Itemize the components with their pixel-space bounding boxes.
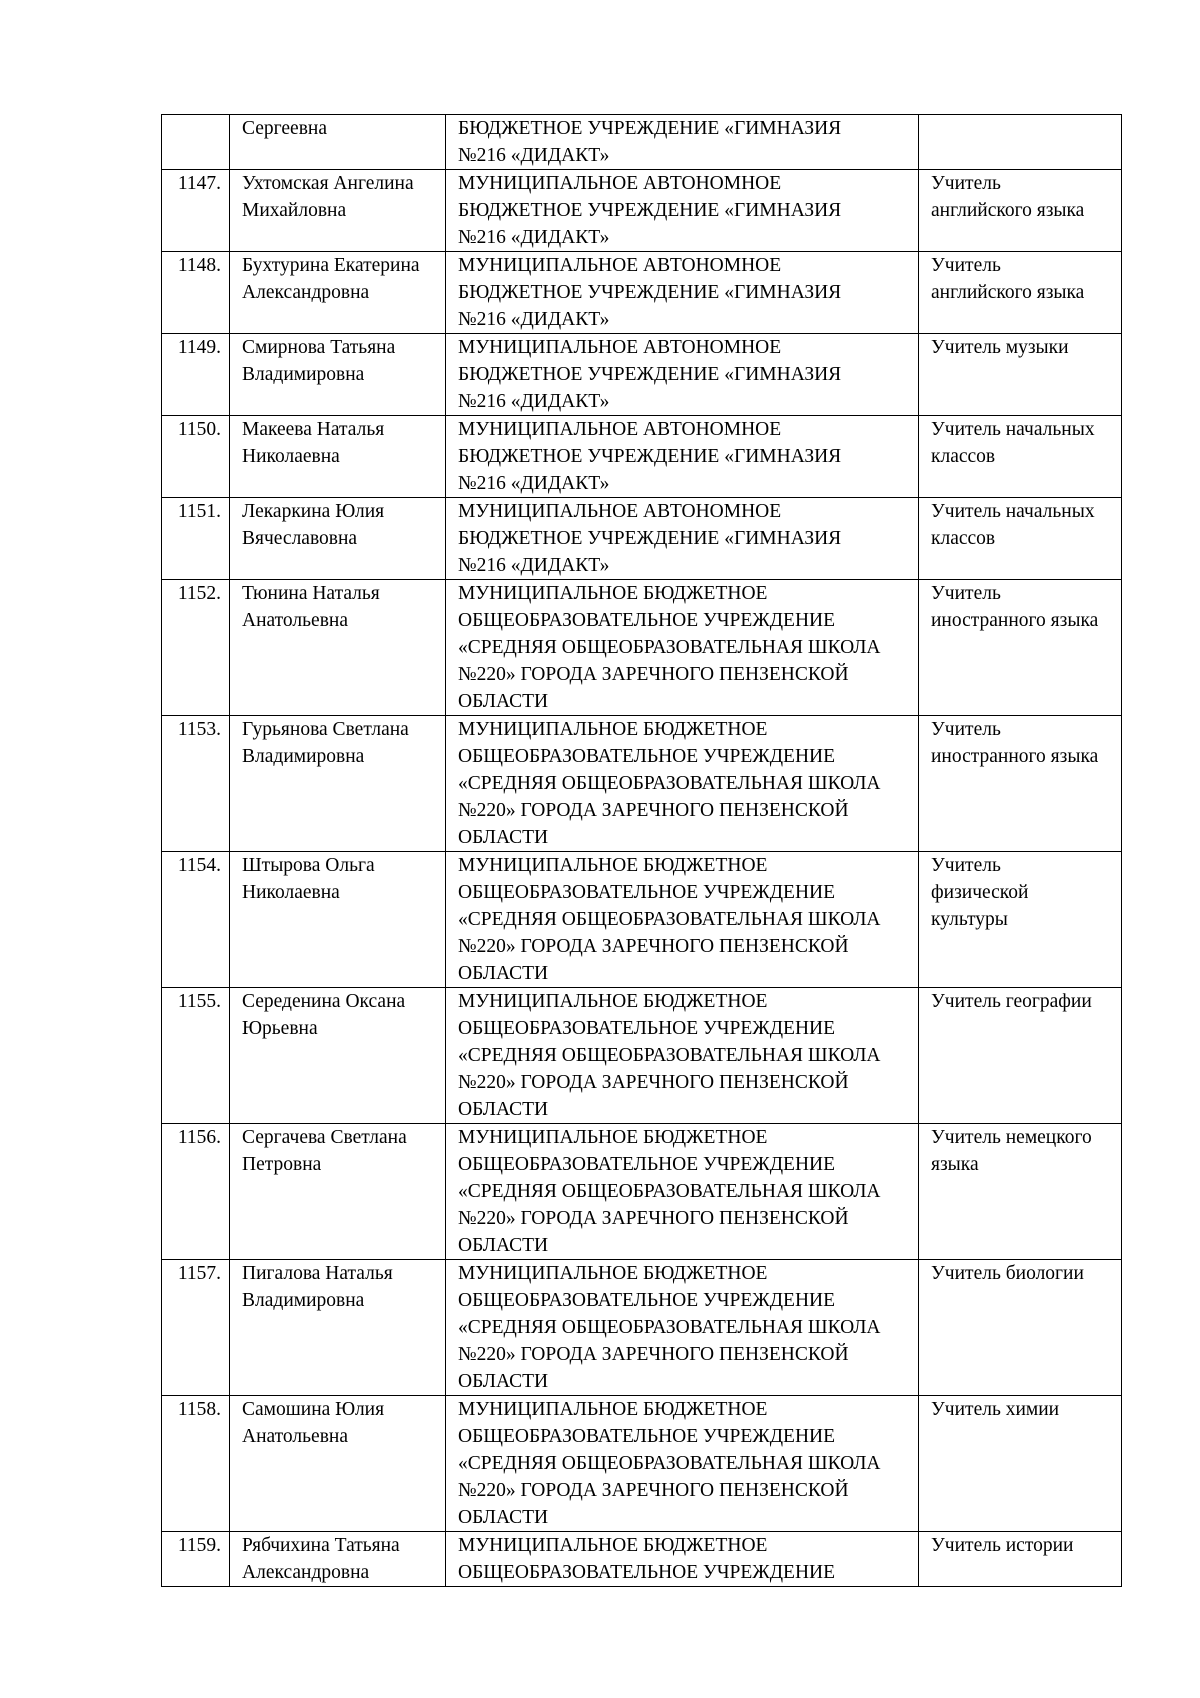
position-cell — [919, 1396, 1122, 1532]
row-number-cell — [162, 170, 230, 252]
row-number: 1149. — [177, 337, 221, 358]
organization-line: МУНИЦИПАЛЬНОЕ АВТОНОМНОЕ — [458, 501, 782, 522]
position-line: Учитель немецкого — [931, 1127, 1092, 1148]
organization-line: ОБЩЕОБРАЗОВАТЕЛЬНОЕ УЧРЕЖДЕНИЕ — [458, 1426, 836, 1447]
row-number-cell — [162, 852, 230, 988]
row-number: 1155. — [177, 991, 221, 1012]
row-number-cell — [162, 1532, 230, 1587]
row-number-cell — [162, 416, 230, 498]
organization-line: ОБЛАСТИ — [458, 1371, 549, 1392]
table-row — [162, 1396, 1122, 1532]
organization-line: МУНИЦИПАЛЬНОЕ АВТОНОМНОЕ — [458, 419, 782, 440]
row-number — [166, 115, 221, 142]
full-name-line: Николаевна — [242, 446, 340, 467]
position-cell — [919, 115, 1122, 170]
full-name-line: Петровна — [242, 1154, 322, 1175]
organization-line: №220» ГОРОДА ЗАРЕЧНОГО ПЕНЗЕНСКОЙ — [458, 1480, 849, 1501]
full-name-cell — [230, 1260, 446, 1396]
full-name-line: Анатольевна — [242, 1426, 349, 1447]
organization-line: МУНИЦИПАЛЬНОЕ БЮДЖЕТНОЕ — [458, 1535, 768, 1556]
position-line: Учитель географии — [931, 991, 1092, 1012]
organization-line: ОБЛАСТИ — [458, 963, 549, 984]
organization-line: «СРЕДНЯЯ ОБЩЕОБРАЗОВАТЕЛЬНАЯ ШКОЛА — [458, 1453, 881, 1474]
organization-line: ОБЩЕОБРАЗОВАТЕЛЬНОЕ УЧРЕЖДЕНИЕ — [458, 1154, 836, 1175]
organization-line: МУНИЦИПАЛЬНОЕ АВТОНОМНОЕ — [458, 337, 782, 358]
position-cell — [919, 170, 1122, 252]
table-row — [162, 252, 1122, 334]
row-number-cell — [162, 988, 230, 1124]
position-line: английского языка — [931, 282, 1085, 303]
full-name-line: Владимировна — [242, 1290, 365, 1311]
full-name-cell — [230, 1532, 446, 1587]
full-name-line: Николаевна — [242, 882, 340, 903]
organization-line: БЮДЖЕТНОЕ УЧРЕЖДЕНИЕ «ГИМНАЗИЯ — [458, 118, 842, 139]
organization-line: ОБЩЕОБРАЗОВАТЕЛЬНОЕ УЧРЕЖДЕНИЕ — [458, 610, 836, 631]
organization-line: №220» ГОРОДА ЗАРЕЧНОГО ПЕНЗЕНСКОЙ — [458, 1344, 849, 1365]
full-name-line: Анатольевна — [242, 610, 349, 631]
table-row — [162, 334, 1122, 416]
position-line: иностранного языка — [931, 610, 1099, 631]
organization-line: ОБЩЕОБРАЗОВАТЕЛЬНОЕ УЧРЕЖДЕНИЕ — [458, 746, 836, 767]
organization-cell — [446, 852, 919, 988]
organization-line: МУНИЦИПАЛЬНОЕ БЮДЖЕТНОЕ — [458, 1263, 768, 1284]
organization-cell — [446, 716, 919, 852]
organization-line: ОБЩЕОБРАЗОВАТЕЛЬНОЕ УЧРЕЖДЕНИЕ — [458, 882, 836, 903]
organization-cell — [446, 1532, 919, 1587]
full-name-line: Сергеевна — [242, 118, 327, 139]
full-name-line: Середенина Оксана — [242, 991, 406, 1012]
position-cell — [919, 334, 1122, 416]
full-name-cell — [230, 334, 446, 416]
registry-table — [161, 114, 1122, 1587]
full-name-line: Тюнина Наталья — [242, 583, 380, 604]
full-name-line: Михайловна — [242, 200, 347, 221]
full-name-line: Пигалова Наталья — [242, 1263, 393, 1284]
row-number-cell — [162, 252, 230, 334]
table-row — [162, 580, 1122, 716]
row-number: 1148. — [177, 255, 221, 276]
organization-line: МУНИЦИПАЛЬНОЕ БЮДЖЕТНОЕ — [458, 855, 768, 876]
full-name-cell — [230, 1124, 446, 1260]
row-number-cell — [162, 498, 230, 580]
full-name-cell — [230, 716, 446, 852]
position-line: английского языка — [931, 200, 1085, 221]
full-name-cell — [230, 988, 446, 1124]
organization-cell — [446, 115, 919, 170]
row-number: 1157. — [177, 1263, 221, 1284]
table-row — [162, 852, 1122, 988]
full-name-cell — [230, 580, 446, 716]
position-line: Учитель — [931, 255, 1001, 276]
organization-line: МУНИЦИПАЛЬНОЕ БЮДЖЕТНОЕ — [458, 1399, 768, 1420]
organization-cell — [446, 1124, 919, 1260]
organization-line: МУНИЦИПАЛЬНОЕ БЮДЖЕТНОЕ — [458, 991, 768, 1012]
organization-line: №216 «ДИДАКТ» — [458, 473, 610, 494]
organization-line: МУНИЦИПАЛЬНОЕ БЮДЖЕТНОЕ — [458, 1127, 768, 1148]
row-number-cell — [162, 1396, 230, 1532]
organization-line: «СРЕДНЯЯ ОБЩЕОБРАЗОВАТЕЛЬНАЯ ШКОЛА — [458, 773, 881, 794]
full-name-cell — [230, 498, 446, 580]
position-line: физической — [931, 882, 1029, 903]
organization-cell — [446, 1260, 919, 1396]
row-number: 1158. — [177, 1399, 221, 1420]
organization-line: МУНИЦИПАЛЬНОЕ БЮДЖЕТНОЕ — [458, 719, 768, 740]
position-cell — [919, 498, 1122, 580]
organization-cell — [446, 580, 919, 716]
full-name-line: Макеева Наталья — [242, 419, 385, 440]
full-name-line: Ухтомская Ангелина — [242, 173, 414, 194]
table-row — [162, 1532, 1122, 1587]
position-line: Учитель начальных — [931, 501, 1095, 522]
organization-line: №216 «ДИДАКТ» — [458, 391, 610, 412]
full-name-line: Лекаркина Юлия — [242, 501, 385, 522]
row-number-cell — [162, 115, 230, 170]
organization-line: МУНИЦИПАЛЬНОЕ БЮДЖЕТНОЕ — [458, 583, 768, 604]
position-line: Учитель — [931, 173, 1001, 194]
position-line — [931, 115, 1121, 142]
organization-line: «СРЕДНЯЯ ОБЩЕОБРАЗОВАТЕЛЬНАЯ ШКОЛА — [458, 1045, 881, 1066]
full-name-line: Бухтурина Екатерина — [242, 255, 420, 276]
position-cell — [919, 1124, 1122, 1260]
organization-line: БЮДЖЕТНОЕ УЧРЕЖДЕНИЕ «ГИМНАЗИЯ — [458, 282, 842, 303]
row-number: 1150. — [177, 419, 221, 440]
position-line: Учитель — [931, 719, 1001, 740]
full-name-line: Владимировна — [242, 364, 365, 385]
organization-line: ОБЩЕОБРАЗОВАТЕЛЬНОЕ УЧРЕЖДЕНИЕ — [458, 1562, 836, 1583]
organization-line: №220» ГОРОДА ЗАРЕЧНОГО ПЕНЗЕНСКОЙ — [458, 800, 849, 821]
organization-line: №220» ГОРОДА ЗАРЕЧНОГО ПЕНЗЕНСКОЙ — [458, 936, 849, 957]
full-name-line: Владимировна — [242, 746, 365, 767]
full-name-cell — [230, 416, 446, 498]
organization-line: №216 «ДИДАКТ» — [458, 309, 610, 330]
position-line: классов — [931, 446, 996, 467]
position-line: Учитель химии — [931, 1399, 1060, 1420]
position-line: Учитель — [931, 855, 1001, 876]
position-line: культуры — [931, 909, 1008, 930]
table-row — [162, 498, 1122, 580]
full-name-cell — [230, 115, 446, 170]
full-name-cell — [230, 252, 446, 334]
position-cell — [919, 252, 1122, 334]
position-cell — [919, 716, 1122, 852]
full-name-line: Самошина Юлия — [242, 1399, 385, 1420]
row-number-cell — [162, 1260, 230, 1396]
organization-line: БЮДЖЕТНОЕ УЧРЕЖДЕНИЕ «ГИМНАЗИЯ — [458, 200, 842, 221]
position-line: Учитель истории — [931, 1535, 1074, 1556]
full-name-line: Александровна — [242, 282, 370, 303]
full-name-line: Александровна — [242, 1562, 370, 1583]
row-number-cell — [162, 580, 230, 716]
organization-line: №220» ГОРОДА ЗАРЕЧНОГО ПЕНЗЕНСКОЙ — [458, 1208, 849, 1229]
full-name-line: Рябчихина Татьяна — [242, 1535, 400, 1556]
row-number-cell — [162, 716, 230, 852]
full-name-line: Штырова Ольга — [242, 855, 375, 876]
organization-line: ОБЛАСТИ — [458, 1507, 549, 1528]
row-number: 1159. — [177, 1535, 221, 1556]
row-number: 1151. — [177, 501, 221, 522]
full-name-line: Смирнова Татьяна — [242, 337, 396, 358]
row-number: 1156. — [177, 1127, 221, 1148]
position-line: Учитель начальных — [931, 419, 1095, 440]
organization-line: №220» ГОРОДА ЗАРЕЧНОГО ПЕНЗЕНСКОЙ — [458, 1072, 849, 1093]
organization-line: МУНИЦИПАЛЬНОЕ АВТОНОМНОЕ — [458, 173, 782, 194]
position-line: Учитель биологии — [931, 1263, 1084, 1284]
row-number-cell — [162, 334, 230, 416]
table-row — [162, 1124, 1122, 1260]
table-row — [162, 716, 1122, 852]
organization-cell — [446, 498, 919, 580]
table-row — [162, 1260, 1122, 1396]
row-number: 1147. — [177, 173, 221, 194]
full-name-line: Вячеславовна — [242, 528, 358, 549]
position-cell — [919, 580, 1122, 716]
organization-line: ОБЛАСТИ — [458, 827, 549, 848]
position-line: иностранного языка — [931, 746, 1099, 767]
organization-cell — [446, 252, 919, 334]
organization-cell — [446, 1396, 919, 1532]
organization-line: «СРЕДНЯЯ ОБЩЕОБРАЗОВАТЕЛЬНАЯ ШКОЛА — [458, 909, 881, 930]
organization-line: «СРЕДНЯЯ ОБЩЕОБРАЗОВАТЕЛЬНАЯ ШКОЛА — [458, 637, 881, 658]
organization-line: ОБЛАСТИ — [458, 1235, 549, 1256]
position-cell — [919, 1532, 1122, 1587]
position-cell — [919, 1260, 1122, 1396]
organization-line: №220» ГОРОДА ЗАРЕЧНОГО ПЕНЗЕНСКОЙ — [458, 664, 849, 685]
position-cell — [919, 416, 1122, 498]
organization-cell — [446, 988, 919, 1124]
organization-line: ОБЩЕОБРАЗОВАТЕЛЬНОЕ УЧРЕЖДЕНИЕ — [458, 1290, 836, 1311]
organization-line: БЮДЖЕТНОЕ УЧРЕЖДЕНИЕ «ГИМНАЗИЯ — [458, 446, 842, 467]
registry-table-body — [162, 115, 1122, 1587]
position-line: языка — [931, 1154, 979, 1175]
row-number: 1152. — [177, 583, 221, 604]
position-line: Учитель музыки — [931, 337, 1069, 358]
organization-line: №216 «ДИДАКТ» — [458, 145, 610, 166]
organization-cell — [446, 416, 919, 498]
table-row — [162, 115, 1122, 170]
position-line: Учитель — [931, 583, 1001, 604]
position-cell — [919, 988, 1122, 1124]
table-row — [162, 416, 1122, 498]
full-name-line: Юрьевна — [242, 1018, 318, 1039]
organization-line: №216 «ДИДАКТ» — [458, 555, 610, 576]
organization-cell — [446, 170, 919, 252]
organization-line: ОБЩЕОБРАЗОВАТЕЛЬНОЕ УЧРЕЖДЕНИЕ — [458, 1018, 836, 1039]
organization-line: «СРЕДНЯЯ ОБЩЕОБРАЗОВАТЕЛЬНАЯ ШКОЛА — [458, 1317, 881, 1338]
full-name-cell — [230, 852, 446, 988]
organization-line: БЮДЖЕТНОЕ УЧРЕЖДЕНИЕ «ГИМНАЗИЯ — [458, 528, 842, 549]
position-line: классов — [931, 528, 996, 549]
organization-cell — [446, 334, 919, 416]
row-number: 1153. — [177, 719, 221, 740]
row-number: 1154. — [177, 855, 221, 876]
full-name-cell — [230, 170, 446, 252]
row-number-cell — [162, 1124, 230, 1260]
organization-line: «СРЕДНЯЯ ОБЩЕОБРАЗОВАТЕЛЬНАЯ ШКОЛА — [458, 1181, 881, 1202]
full-name-line: Сергачева Светлана — [242, 1127, 407, 1148]
organization-line: ОБЛАСТИ — [458, 691, 549, 712]
table-row — [162, 988, 1122, 1124]
organization-line: МУНИЦИПАЛЬНОЕ АВТОНОМНОЕ — [458, 255, 782, 276]
position-cell — [919, 852, 1122, 988]
organization-line: ОБЛАСТИ — [458, 1099, 549, 1120]
organization-line: БЮДЖЕТНОЕ УЧРЕЖДЕНИЕ «ГИМНАЗИЯ — [458, 364, 842, 385]
full-name-cell — [230, 1396, 446, 1532]
organization-line: №216 «ДИДАКТ» — [458, 227, 610, 248]
table-row — [162, 170, 1122, 252]
full-name-line: Гурьянова Светлана — [242, 719, 409, 740]
